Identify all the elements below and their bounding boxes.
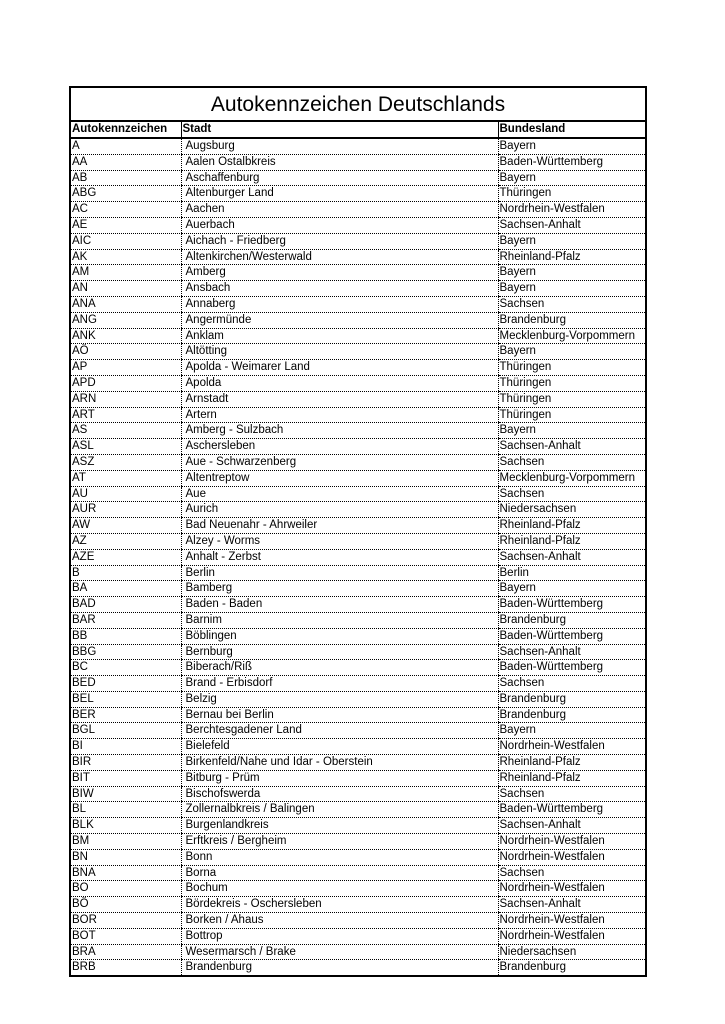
cell-city: Aschaffenburg [181, 170, 498, 186]
cell-city: Artern [181, 407, 498, 423]
cell-city: Apolda [181, 375, 498, 391]
cell-state: Bayern [498, 344, 645, 360]
table-row [71, 707, 645, 723]
table-row [71, 138, 645, 154]
table-row [71, 881, 645, 897]
table-row [71, 865, 645, 881]
table-row [71, 723, 645, 739]
cell-code: BNA [71, 865, 181, 881]
cell-state: Bayern [498, 265, 645, 281]
column-header-state: Bundesland [498, 122, 645, 138]
table-row [71, 186, 645, 202]
cell-city: Bördekreis - Oschersleben [181, 897, 498, 913]
cell-city: Zollernalbkreis / Balingen [181, 802, 498, 818]
cell-code: BOR [71, 913, 181, 929]
cell-city: Aachen [181, 202, 498, 218]
cell-state: Brandenburg [498, 960, 645, 975]
cell-code: BGL [71, 723, 181, 739]
cell-state: Rheinland-Pfalz [498, 518, 645, 534]
cell-state: Baden-Württemberg [498, 628, 645, 644]
table-row [71, 849, 645, 865]
cell-state: Thüringen [498, 375, 645, 391]
cell-state: Sachsen [498, 454, 645, 470]
cell-code: AM [71, 265, 181, 281]
cell-state: Rheinland-Pfalz [498, 249, 645, 265]
cell-state: Thüringen [498, 186, 645, 202]
cell-city: Altenburger Land [181, 186, 498, 202]
cell-state: Brandenburg [498, 707, 645, 723]
cell-city: Aalen Ostalbkreis [181, 154, 498, 170]
table-row [71, 170, 645, 186]
table-row [71, 818, 645, 834]
cell-state: Bayern [498, 233, 645, 249]
cell-state: Nordrhein-Westfalen [498, 849, 645, 865]
cell-state: Niedersachsen [498, 502, 645, 518]
table-row [71, 233, 645, 249]
cell-code: AUR [71, 502, 181, 518]
cell-city: Berlin [181, 565, 498, 581]
cell-code: AÖ [71, 344, 181, 360]
table-row [71, 581, 645, 597]
cell-city: Bielefeld [181, 739, 498, 755]
cell-code: BLK [71, 818, 181, 834]
cell-city: Altötting [181, 344, 498, 360]
table-row [71, 676, 645, 692]
table-row [71, 834, 645, 850]
cell-city: Angermünde [181, 312, 498, 328]
cell-code: ANA [71, 296, 181, 312]
cell-city: Belzig [181, 691, 498, 707]
table-row [71, 755, 645, 771]
cell-code: BL [71, 802, 181, 818]
table-row [71, 439, 645, 455]
cell-code: AK [71, 249, 181, 265]
cell-city: Berchtesgadener Land [181, 723, 498, 739]
table-row [71, 470, 645, 486]
cell-state: Sachsen-Anhalt [498, 549, 645, 565]
table-row [71, 486, 645, 502]
table-header-row [71, 122, 645, 138]
cell-state: Sachsen-Anhalt [498, 439, 645, 455]
cell-state: Nordrhein-Westfalen [498, 913, 645, 929]
cell-code: ANK [71, 328, 181, 344]
cell-code: B [71, 565, 181, 581]
cell-city: Aichach - Friedberg [181, 233, 498, 249]
cell-code: BAD [71, 597, 181, 613]
cell-state: Nordrhein-Westfalen [498, 202, 645, 218]
table-row [71, 913, 645, 929]
table-row [71, 928, 645, 944]
cell-state: Sachsen-Anhalt [498, 644, 645, 660]
cell-city: Bamberg [181, 581, 498, 597]
cell-state: Thüringen [498, 360, 645, 376]
cell-code: BER [71, 707, 181, 723]
cell-city: Bitburg - Prüm [181, 770, 498, 786]
cell-city: Aue [181, 486, 498, 502]
table-row [71, 328, 645, 344]
table-row [71, 454, 645, 470]
cell-city: Aurich [181, 502, 498, 518]
cell-code: ASZ [71, 454, 181, 470]
cell-city: Bernau bei Berlin [181, 707, 498, 723]
cell-state: Sachsen [498, 486, 645, 502]
cell-state: Sachsen [498, 296, 645, 312]
cell-city: Borna [181, 865, 498, 881]
table-row [71, 533, 645, 549]
cell-city: Aue - Schwarzenberg [181, 454, 498, 470]
cell-code: AA [71, 154, 181, 170]
license-plate-table-sheet [69, 86, 647, 977]
cell-city: Anklam [181, 328, 498, 344]
table-row [71, 644, 645, 660]
table-row [71, 691, 645, 707]
cell-city: Altentreptow [181, 470, 498, 486]
cell-city: Aschersleben [181, 439, 498, 455]
cell-city: Böblingen [181, 628, 498, 644]
table-row [71, 612, 645, 628]
table-row [71, 407, 645, 423]
cell-state: Rheinland-Pfalz [498, 755, 645, 771]
cell-code: BBG [71, 644, 181, 660]
cell-state: Mecklenburg-Vorpommern [498, 470, 645, 486]
cell-city: Annaberg [181, 296, 498, 312]
column-header-code: Autokennzeichen [71, 122, 181, 138]
cell-code: APD [71, 375, 181, 391]
cell-code: BIT [71, 770, 181, 786]
table-row [71, 423, 645, 439]
cell-code: AZ [71, 533, 181, 549]
license-plate-table [71, 122, 645, 975]
cell-code: BED [71, 676, 181, 692]
cell-state: Bayern [498, 423, 645, 439]
table-row [71, 660, 645, 676]
cell-city: Amberg - Sulzbach [181, 423, 498, 439]
cell-state: Bayern [498, 170, 645, 186]
cell-code: BOT [71, 928, 181, 944]
table-row [71, 565, 645, 581]
cell-city: Apolda - Weimarer Land [181, 360, 498, 376]
cell-state: Bayern [498, 281, 645, 297]
cell-city: Burgenlandkreis [181, 818, 498, 834]
cell-city: Bonn [181, 849, 498, 865]
cell-city: Borken / Ahaus [181, 913, 498, 929]
cell-city: Bischofswerda [181, 786, 498, 802]
table-row [71, 944, 645, 960]
cell-state: Sachsen [498, 865, 645, 881]
cell-state: Nordrhein-Westfalen [498, 881, 645, 897]
cell-code: AIC [71, 233, 181, 249]
cell-code: BIW [71, 786, 181, 802]
cell-city: Birkenfeld/Nahe und Idar - Oberstein [181, 755, 498, 771]
cell-city: Brandenburg [181, 960, 498, 975]
cell-city: Altenkirchen/Westerwald [181, 249, 498, 265]
cell-code: AP [71, 360, 181, 376]
column-header-city: Stadt [181, 122, 498, 138]
cell-state: Baden-Württemberg [498, 660, 645, 676]
cell-city: Auerbach [181, 217, 498, 233]
cell-city: Brand - Erbisdorf [181, 676, 498, 692]
cell-city: Anhalt - Zerbst [181, 549, 498, 565]
cell-code: AE [71, 217, 181, 233]
table-row [71, 549, 645, 565]
cell-state: Niedersachsen [498, 944, 645, 960]
cell-code: BM [71, 834, 181, 850]
cell-state: Sachsen-Anhalt [498, 217, 645, 233]
table-row [71, 770, 645, 786]
cell-city: Barnim [181, 612, 498, 628]
cell-city: Alzey - Worms [181, 533, 498, 549]
cell-state: Berlin [498, 565, 645, 581]
cell-code: BN [71, 849, 181, 865]
cell-code: AT [71, 470, 181, 486]
table-row [71, 375, 645, 391]
cell-state: Bayern [498, 581, 645, 597]
cell-city: Baden - Baden [181, 597, 498, 613]
cell-state: Nordrhein-Westfalen [498, 928, 645, 944]
cell-code: BIR [71, 755, 181, 771]
cell-state: Brandenburg [498, 612, 645, 628]
cell-state: Bayern [498, 723, 645, 739]
cell-city: Erftkreis / Bergheim [181, 834, 498, 850]
table-row [71, 265, 645, 281]
table-row [71, 217, 645, 233]
cell-city: Bad Neuenahr - Ahrweiler [181, 518, 498, 534]
cell-state: Bayern [498, 138, 645, 154]
cell-city: Bochum [181, 881, 498, 897]
cell-code: AW [71, 518, 181, 534]
cell-code: BO [71, 881, 181, 897]
table-row [71, 897, 645, 913]
cell-state: Sachsen [498, 676, 645, 692]
cell-code: A [71, 138, 181, 154]
cell-city: Bernburg [181, 644, 498, 660]
cell-code: AC [71, 202, 181, 218]
table-row [71, 281, 645, 297]
page-title: Autokennzeichen Deutschlands [71, 88, 645, 122]
cell-state: Brandenburg [498, 312, 645, 328]
cell-code: BC [71, 660, 181, 676]
cell-city: Augsburg [181, 138, 498, 154]
cell-code: AU [71, 486, 181, 502]
cell-code: BEL [71, 691, 181, 707]
cell-state: Baden-Württemberg [498, 802, 645, 818]
cell-city: Biberach/Riß [181, 660, 498, 676]
cell-state: Baden-Württemberg [498, 597, 645, 613]
cell-code: ARN [71, 391, 181, 407]
table-row [71, 391, 645, 407]
cell-state: Nordrhein-Westfalen [498, 834, 645, 850]
cell-code: BRB [72, 961, 96, 974]
table-row [71, 312, 645, 328]
cell-state: Rheinland-Pfalz [498, 770, 645, 786]
cell-code: BRA [71, 944, 181, 960]
cell-state: Sachsen-Anhalt [498, 897, 645, 913]
cell-code: BA [71, 581, 181, 597]
cell-state: Sachsen [498, 786, 645, 802]
cell-code: ART [71, 407, 181, 423]
table-row [71, 154, 645, 170]
table-row [71, 502, 645, 518]
cell-city: Wesermarsch / Brake [181, 944, 498, 960]
table-row [71, 360, 645, 376]
cell-state: Mecklenburg-Vorpommern [498, 328, 645, 344]
table-row [71, 802, 645, 818]
cell-code: BI [71, 739, 181, 755]
table-row [71, 597, 645, 613]
cell-state: Baden-Württemberg [498, 154, 645, 170]
cell-code: ABG [71, 186, 181, 202]
cell-state: Thüringen [498, 407, 645, 423]
table-row [71, 628, 645, 644]
table-row [71, 296, 645, 312]
table-row [71, 202, 645, 218]
cell-code: ASL [71, 439, 181, 455]
cell-code: BÖ [71, 897, 181, 913]
cell-code: BAR [71, 612, 181, 628]
cell-state: Brandenburg [498, 691, 645, 707]
cell-code: AZE [71, 549, 181, 565]
table-row [71, 344, 645, 360]
cell-city: Arnstadt [181, 391, 498, 407]
cell-code: ANG [71, 312, 181, 328]
table-body [71, 138, 645, 975]
table-row [71, 786, 645, 802]
cell-state: Sachsen-Anhalt [498, 818, 645, 834]
cell-state: Thüringen [498, 391, 645, 407]
cell-code: AN [71, 281, 181, 297]
cell-city: Ansbach [181, 281, 498, 297]
table-row [71, 518, 645, 534]
cell-code: AB [71, 170, 181, 186]
cell-city: Bottrop [181, 928, 498, 944]
table-row [71, 249, 645, 265]
table-row [71, 960, 645, 975]
cell-state: Nordrhein-Westfalen [498, 739, 645, 755]
table-row [71, 739, 645, 755]
cell-code: AS [71, 423, 181, 439]
cell-code: BB [71, 628, 181, 644]
cell-state: Rheinland-Pfalz [498, 533, 645, 549]
cell-city: Amberg [181, 265, 498, 281]
